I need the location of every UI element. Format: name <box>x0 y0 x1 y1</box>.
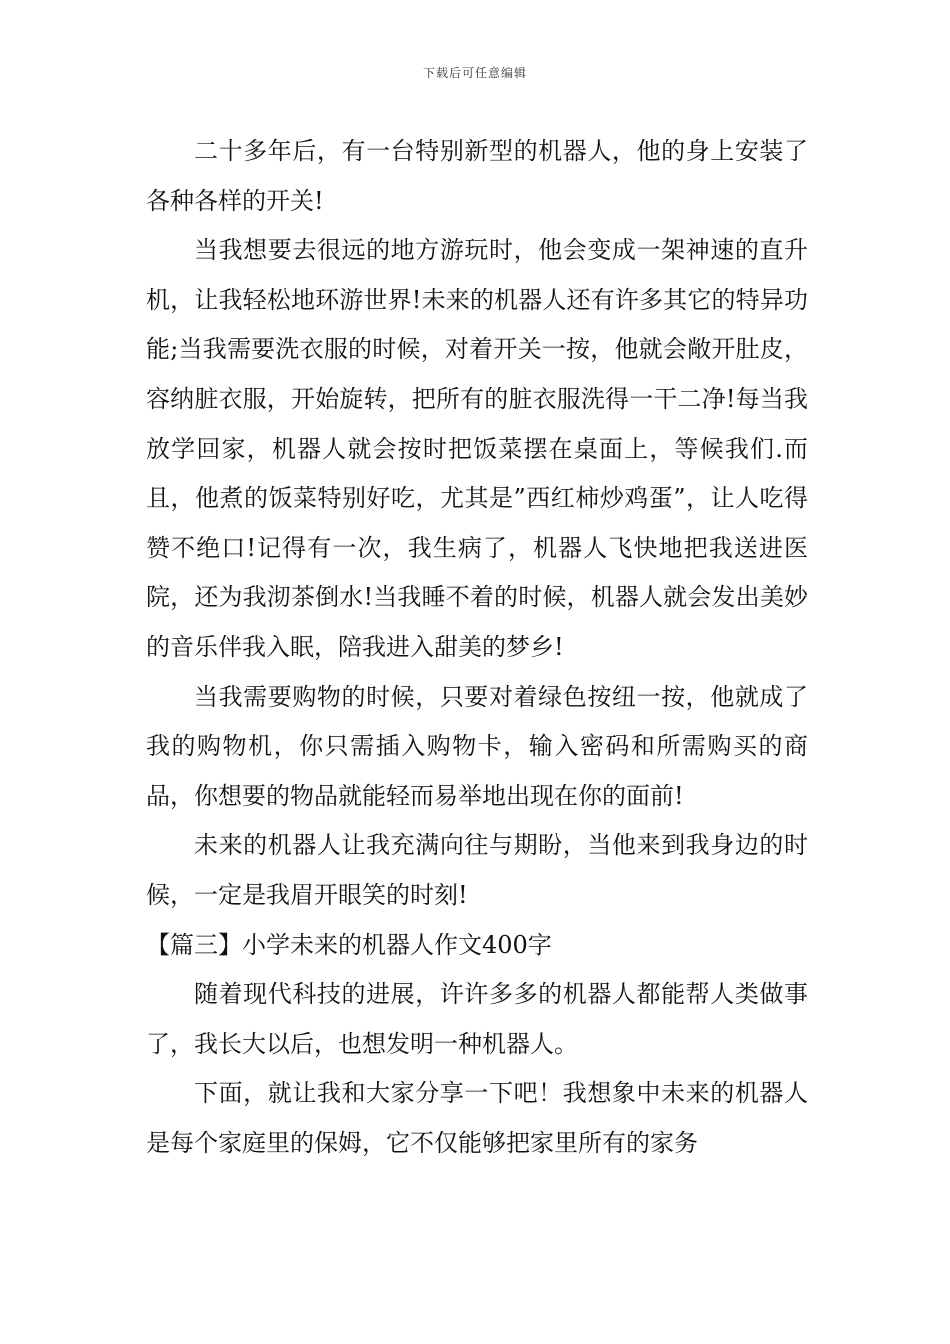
document-body <box>146 127 808 1168</box>
section-title: 【篇三】小学未来的机器人作文400字 <box>146 930 552 959</box>
paragraph-1: 二十多年后，有一台特别新型的机器人，他的身上安装了各种各样的开关! <box>146 137 808 215</box>
page-header: 下载后可任意编辑 <box>422 66 527 80</box>
section-paragraph-2: 下面，就让我和大家分享一下吧！我想象中未来的机器人是每个家庭里的保姆，它不仅能够把家里所有的家务 <box>146 1079 808 1157</box>
paragraph-4: 未来的机器人让我充满向往与期盼，当他来到我身边的时候，一定是我眉开眼笑的时刻! <box>146 831 808 909</box>
paragraph-2: 当我想要去很远的地方游玩时，他会变成一架神速的直升机，让我轻松地环游世界!未来的机器人还有许多其它的特异功能;当我需要洗衣服的时候，对着开关一按，他就会敞开肚皮，容纳脏衣服，开始旋转，把所有的脏衣服洗得一干二净!每当我放学回家，机器人就会按时把饭菜摆在桌面上，等候我们.而且，他煮的饭菜特别好吃，尤其是”西红柿炒鸡蛋”，让人吃得赞不绝口!记得有一次，我生病了，机器人飞快地把我送进医院，还为我沏茶倒水!当我睡不着的时候，机器人就会发出美妙的音乐伴我入眠，陪我进入甜美的梦乡! <box>146 236 808 661</box>
section-paragraph-1: 随着现代科技的进展，许许多多的机器人都能帮人类做事了，我长大以后，也想发明一种机器人。 <box>146 980 808 1058</box>
paragraph-3: 当我需要购物的时候，只要对着绿色按纽一按，他就成了我的购物机，你只需插入购物卡，输入密码和所需购买的商品，你想要的物品就能轻而易举地出现在你的面前! <box>146 682 808 810</box>
